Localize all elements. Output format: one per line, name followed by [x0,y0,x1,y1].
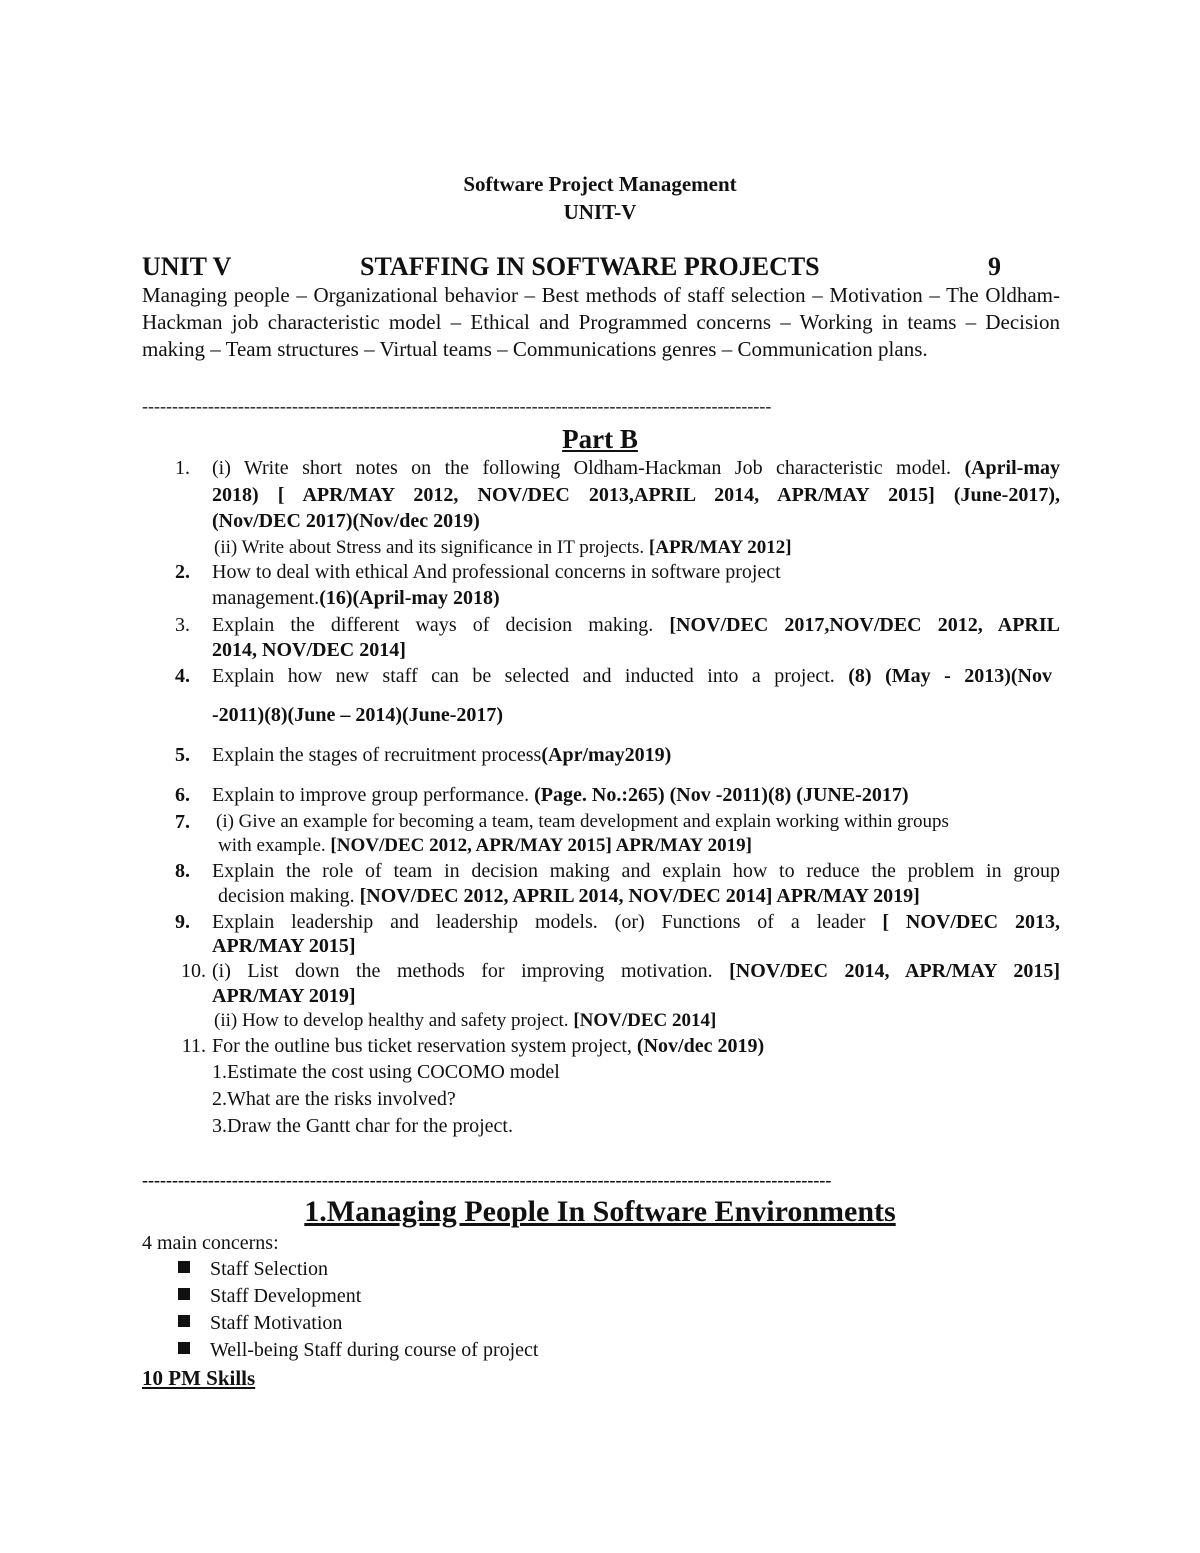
q8-number: 8. [175,860,190,882]
q11-number: 11. [181,1035,206,1057]
q5-number: 5. [175,744,190,766]
concern-item: Well-being Staff during course of project [178,1339,538,1362]
q3-number: 3. [175,614,190,636]
q1-line1: (i) Write short notes on the following Oldham-Hackman Job characteristic model. (April-may [212,457,1060,479]
q10-number: 10. [181,960,206,982]
q1-number: 1. [175,457,190,479]
q7-line2: with example. [NOV/DEC 2012, APR/MAY 2015] APR/MAY 2019] [218,835,752,856]
q8-line1: Explain the role of team in decision making and explain how to reduce the problem in group [212,860,1060,882]
square-bullet-icon [178,1315,190,1327]
section-title: 1.Managing People In Software Environments [304,1195,896,1228]
q4-line1: Explain how new staff can be selected and inducted into a project. (8) (May - 2013)(Nov [212,665,1052,687]
q7-number: 7. [175,811,190,833]
concern-item: Staff Development [178,1285,361,1308]
document-unit: UNIT-V [563,200,637,224]
concern-item: Staff Selection [178,1258,328,1281]
unit-topic: STAFFING IN SOFTWARE PROJECTS [360,252,820,281]
section-intro: 4 main concerns: [142,1232,279,1254]
q5-line1: Explain the stages of recruitment process(Apr/may2019) [212,744,672,766]
q2-number: 2. [175,561,190,583]
q10-part-ii: (ii) How to develop healthy and safety project. [NOV/DEC 2014] [214,1010,717,1031]
unit-label: UNIT V [142,252,232,281]
divider-top: --------------------------------------------------------------------------------------------------------- [142,396,772,416]
q11-sub1: 1.Estimate the cost using COCOMO model [212,1061,560,1083]
concern-item: Staff Motivation [178,1312,342,1335]
q9-line1: Explain leadership and leadership models. (or) Functions of a leader [ NOV/DEC 2013, [212,911,1060,933]
q1-part-ii: (ii) Write about Stress and its significance in IT projects. [APR/MAY 2012] [214,537,792,558]
q2-line1: How to deal with ethical And professional concerns in software project [212,561,781,583]
q3-line1: Explain the different ways of decision making. [NOV/DEC 2017,NOV/DEC 2012, APRIL [212,614,1060,636]
q11-sub3: 3.Draw the Gantt char for the project. [212,1115,513,1137]
q8-line2: decision making. [NOV/DEC 2012, APRIL 2014, NOV/DEC 2014] APR/MAY 2019] [218,885,920,907]
q6-number: 6. [175,784,190,806]
q1-line2: 2018) [ APR/MAY 2012, NOV/DEC 2013,APRIL 2014, APR/MAY 2015] (June-2017), [212,484,1060,506]
q4-line2: -2011)(8)(June – 2014)(June-2017) [212,704,504,726]
divider-bottom: ------------------------------------------------------------------------------------------------------------------- [142,1170,832,1190]
square-bullet-icon [178,1342,190,1354]
q3-line2: 2014, NOV/DEC 2014] [212,639,406,661]
part-b-heading: Part B [562,424,638,454]
q1-line3: (Nov/DEC 2017)(Nov/dec 2019) [212,510,480,532]
q9-line2: APR/MAY 2015] [212,935,356,957]
syllabus-text: Managing people – Organizational behavior – Best methods of staff selection – Motivation – The Oldham-Hackman job characteristic model – Ethical and Programmed concerns – Working in teams – Decision making – Team structures – Virtual teams – Communications genres – Communication plans. [142,283,1060,361]
q10-line1: (i) List down the methods for improving motivation. [NOV/DEC 2014, APR/MAY 2015] [212,960,1060,982]
square-bullet-icon [178,1261,190,1273]
q6-line1: Explain to improve group performance. (Page. No.:265) (Nov -2011)(8) (JUNE-2017) [212,784,909,806]
q7-line1: (i) Give an example for becoming a team, team development and explain working within groups [216,811,949,832]
q4-number: 4. [175,665,190,687]
q10-line2: APR/MAY 2019] [212,985,356,1007]
square-bullet-icon [178,1288,190,1300]
q11-sub2: 2.What are the risks involved? [212,1088,456,1110]
q11-line1: For the outline bus ticket reservation system project, (Nov/dec 2019) [212,1035,765,1057]
q9-number: 9. [175,911,190,933]
document-title: Software Project Management [463,172,737,196]
q2-line2: management.(16)(April-may 2018) [212,587,500,609]
unit-hours: 9 [988,252,1001,281]
skills-heading: 10 PM Skills [142,1366,256,1390]
